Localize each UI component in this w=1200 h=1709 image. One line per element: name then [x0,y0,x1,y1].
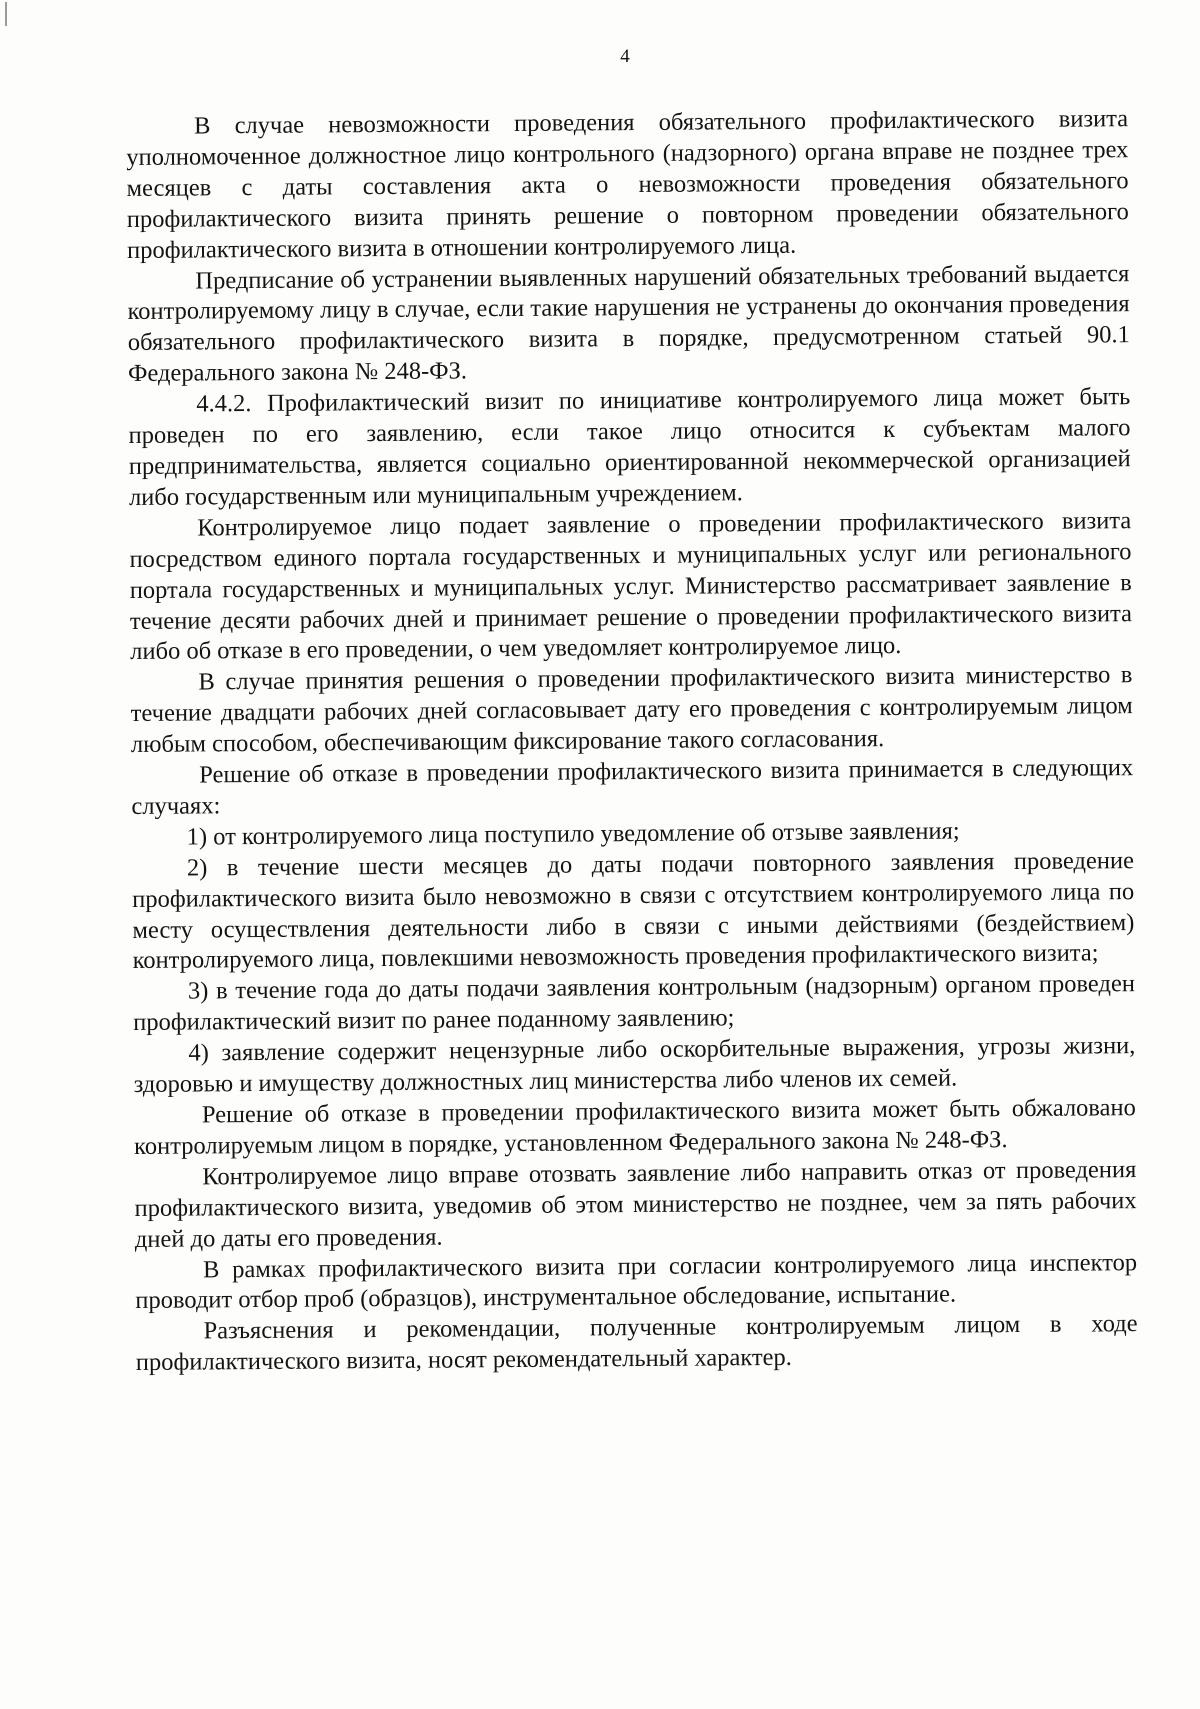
paragraph-appeal: Решение об отказе в проведении профилактического визита может быть обжаловано контролируемым лицом в порядке, установленном Федерального закона № 248-ФЗ. [134,1094,1136,1160]
paragraph-withdrawal: Контролируемое лицо вправе отозвать заявление либо направить отказ от проведения профилактического визита, уведомив об этом министерство не позднее, чем за пять рабочих дней до даты его проведения. [134,1155,1137,1253]
paragraph-date-agreement: В случае принятия решения о проведении профилактического визита министерство в течение двадцати рабочих дней согласовывает дату его проведения с контролируемым лицом любым способом, обеспечивающим фиксирование такого согласования. [130,661,1133,759]
paragraph-clause-4-4-2: 4.4.2. Профилактический визит по инициативе контролируемого лица может быть проведен по его заявлению, если такое лицо относится к субъектам малого предпринимательства, является социально ориентированной некоммерческой организацией либо государственным или муниципальным учреждением. [128,383,1131,511]
scan-edge-mark [5,2,7,26]
list-item-4: 4) заявление содержит нецензурные либо оскорбительные выражения, угрозы жизни, здоровью и имуществу должностных лиц министерства либо членов их семей. [133,1032,1136,1099]
page-number: 4 [620,46,630,67]
paragraph-refusal-cases: Решение об отказе в проведении профилактического визита принимается в следующих случаях: [131,754,1134,820]
document-body [126,104,1138,1379]
list-item-3: 3) в течение года до даты подачи заявления контрольным (надзорным) органом проведен профилактический визит по ранее поданному заявлению; [133,970,1135,1037]
paragraph-prescription: Предписание об устранении выявленных нарушений обязательных требований выдается контролируемому лицу в случае, если такие нарушения не устранены до окончания проведения обязательного профилактического визита в порядке, предусмотренном статьей 90.1 Федерального закона № 248-ФЗ. [127,259,1130,388]
list-item-2: 2) в течение шести месяцев до даты подачи повторного заявления проведение профилактического визита было невозможно в связи с отсутствием контролируемого лица по месту осуществления деятельности либо в связи с иными действиями (бездействием) контролируемого лица, повлекшими невозможность проведения профилактического визита; [132,846,1135,975]
list-item-1: 1) от контролируемого лица поступило уведомление об отзыве заявления; [186,817,960,851]
paragraph-repeat-visit: В случае невозможности проведения обязательного профилактического визита уполномоченное должностное лицо контрольного (надзорного) органа вправе не позднее трех месяцев с даты составления акта о невозможности проведения обязательного профилактического визита принять решение о повторном проведении обязательного профилактического визита в отношении контролируемого лица. [126,105,1129,264]
paragraph-sampling: В рамках профилактического визита при согласии контролируемого лица инспектор проводит отбор проб (образцов), инструментальное обследование, испытание. [135,1248,1138,1315]
paragraph-recommendations: Разъяснения и рекомендации, полученные контролируемым лицом в ходе профилактического визита, носят рекомендательный характер. [135,1310,1138,1377]
paragraph-application: Контролируемое лицо подает заявление о проведении профилактического визита посредством единого портала государственных и муниципальных услуг или регионального портала государственных и муниципальных услуг. Министерство рассматривает заявление в течение десяти рабочих дней и принимает решение о проведении профилактического визита либо об отказе в его проведении, о чем уведомляет контролируемое лицо. [129,506,1133,666]
